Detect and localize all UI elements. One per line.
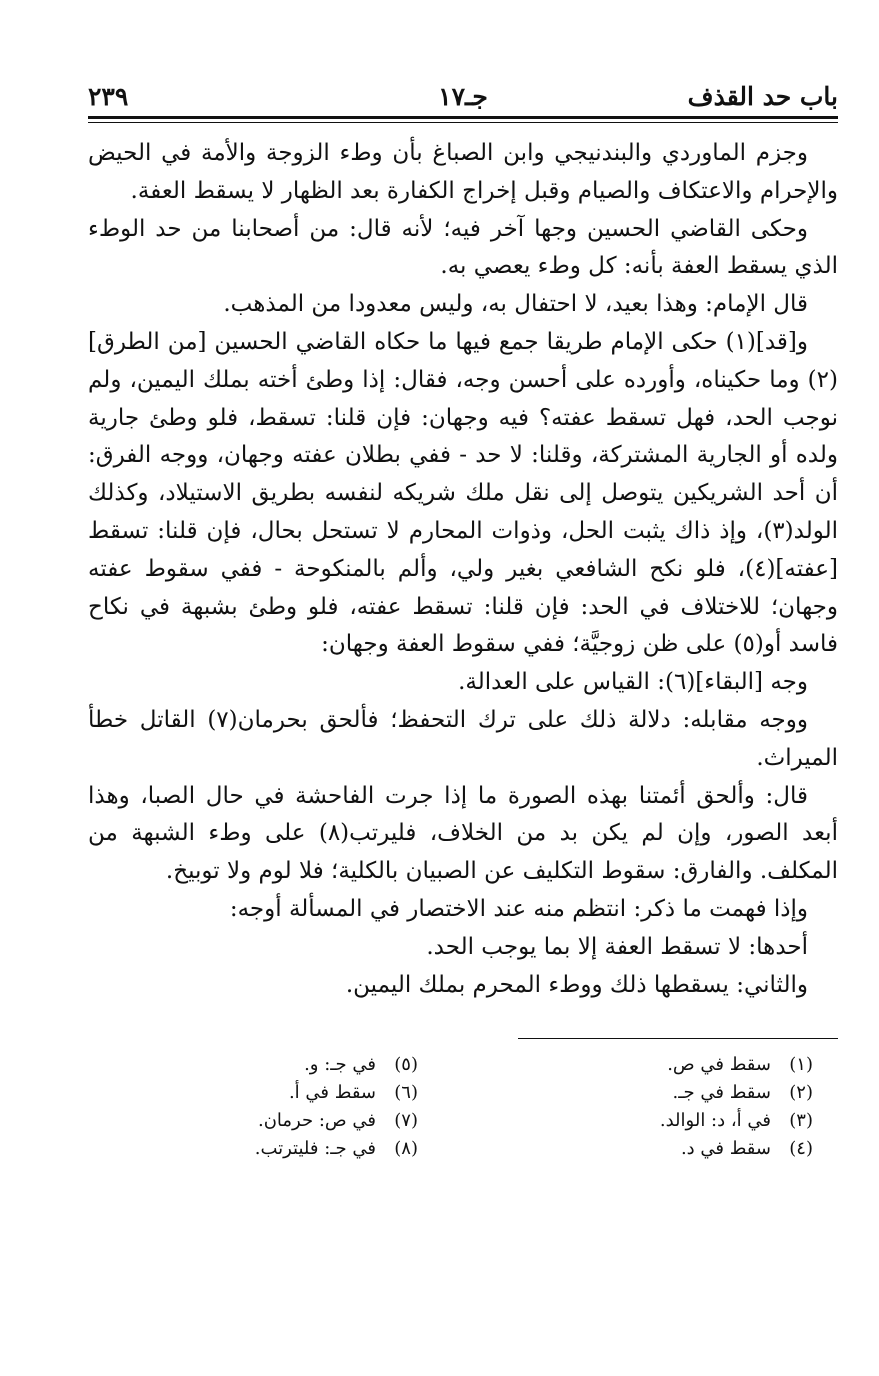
footnote-number: (٥) bbox=[394, 1054, 418, 1076]
footnote-separator bbox=[518, 1038, 838, 1039]
footnote-item bbox=[88, 1051, 418, 1079]
footnote-item bbox=[88, 1135, 418, 1163]
footnote-item bbox=[463, 1135, 813, 1163]
footnote-item bbox=[463, 1107, 813, 1135]
footnote-number: (١) bbox=[789, 1054, 813, 1076]
indented-line: والثاني: يسقطها ذلك ووطء المحرم بملك اليمين. bbox=[345, 971, 808, 998]
paragraph: وجه [البقاء](٦): القياس على العدالة. bbox=[458, 669, 808, 696]
main-text bbox=[88, 135, 838, 1004]
footnote-column-left bbox=[88, 1051, 463, 1163]
footnote-text: في جـ: فليترتب. bbox=[254, 1138, 376, 1160]
footnote-number: (٨) bbox=[394, 1138, 418, 1160]
footnote-number: (٣) bbox=[789, 1110, 813, 1132]
paragraph: قال: وألحق أئمتنا بهذه الصورة ما إذا جرت الفاحشة في حال الصبا، وهذا أبعد الصور، وإن لم يكن بد من الخلاف، فليرتب(٨) على وطء الشبهة من المكلف. والفارق: سقوط التكليف عن الصبيان بالكلية؛ فلا لوم ولا توبيخ. bbox=[88, 782, 838, 885]
header-rule-thick bbox=[88, 116, 838, 119]
book-page bbox=[88, 78, 838, 1163]
footnote-column-right bbox=[463, 1051, 838, 1163]
footnote-text: سقط في أ. bbox=[288, 1082, 376, 1104]
footnote-item bbox=[463, 1079, 813, 1107]
footnote-text: في جـ: و. bbox=[304, 1054, 376, 1076]
footnote-text: في ص: حرمان. bbox=[257, 1110, 376, 1132]
paragraph: وحكى القاضي الحسين وجها آخر فيه؛ لأنه قال: من أصحابنا من حد الوطء الذي يسقط العفة بأنه: كل وطء يعصي به. bbox=[88, 215, 838, 280]
paragraph: وجزم الماوردي والبندنيجي وابن الصباغ بأن وطء الزوجة والأمة في الحيض والإحرام والاعتكاف والصيام وقبل إخراج الكفارة بعد الظهار لا يسقط العفة. bbox=[88, 140, 838, 204]
volume-label: جـ١٧ bbox=[438, 82, 488, 111]
footnote-item bbox=[88, 1107, 418, 1135]
header-rule-thin bbox=[88, 122, 838, 123]
page-number: ٢٣٩ bbox=[88, 82, 129, 111]
footnote-item bbox=[463, 1051, 813, 1079]
footnote-text: في أ، د: الوالد. bbox=[659, 1110, 771, 1132]
footnotes bbox=[88, 1051, 838, 1163]
footnote-number: (٤) bbox=[789, 1138, 813, 1160]
footnote-number: (٧) bbox=[394, 1110, 418, 1132]
paragraph: قال الإمام: وهذا بعيد، لا احتفال به، وليس معدودا من المذهب. bbox=[223, 291, 808, 318]
paragraph: ووجه مقابله: دلالة ذلك على ترك التحفظ؛ فألحق بحرمان(٧) القاتل خطأ الميراث. bbox=[88, 706, 838, 771]
indented-line: أحدها: لا تسقط العفة إلا بما يوجب الحد. bbox=[426, 933, 808, 960]
footnote-number: (٢) bbox=[789, 1082, 813, 1104]
footnote-text: سقط في جـ. bbox=[672, 1082, 771, 1104]
footnote-item bbox=[88, 1079, 418, 1107]
footnote-text: سقط في ص. bbox=[667, 1054, 771, 1076]
running-header bbox=[88, 78, 838, 114]
indented-line: وإذا فهمت ما ذكر: انتظم منه عند الاختصار في المسألة أوجه: bbox=[229, 895, 808, 922]
footnote-number: (٦) bbox=[394, 1082, 418, 1104]
footnote-text: سقط في د. bbox=[680, 1138, 771, 1160]
paragraph: و[قد](١) حكى الإمام طريقا جمع فيها ما حكاه القاضي الحسين [من الطرق](٢) وما حكيناه، وأورده على أحسن وجه، فقال: إذا وطئ أخته بملك اليمين، ولم نوجب الحد، فهل تسقط عفته؟ فيه وجهان: فإن قلنا: تسقط، فلو وطئ جارية ولده أو الجارية المشتركة، وقلنا: لا حد - ففي بطلان عفته وجهان، ووجه الفرق: أن أحد الشريكين يتوصل إلى نقل ملك شريكه لنفسه بطريق الاستيلاد، وكذلك الولد(٣)، وإذ ذاك يثبت الحل، وذوات المحارم لا تستحل بحال، فإن قلنا: تسقط [عفته](٤)، فلو نكح الشافعي بغير ولي، وألم بالمنكوحة - ففي سقوط عفته وجهان؛ للاختلاف في الحد: فإن قلنا: تسقط عفته، فلو وطئ بشبهة في نكاح فاسد أو(٥) على ظن زوجيَّة؛ ففي سقوط العفة وجهان: bbox=[88, 328, 838, 658]
chapter-title: باب حد القذف bbox=[687, 82, 838, 111]
